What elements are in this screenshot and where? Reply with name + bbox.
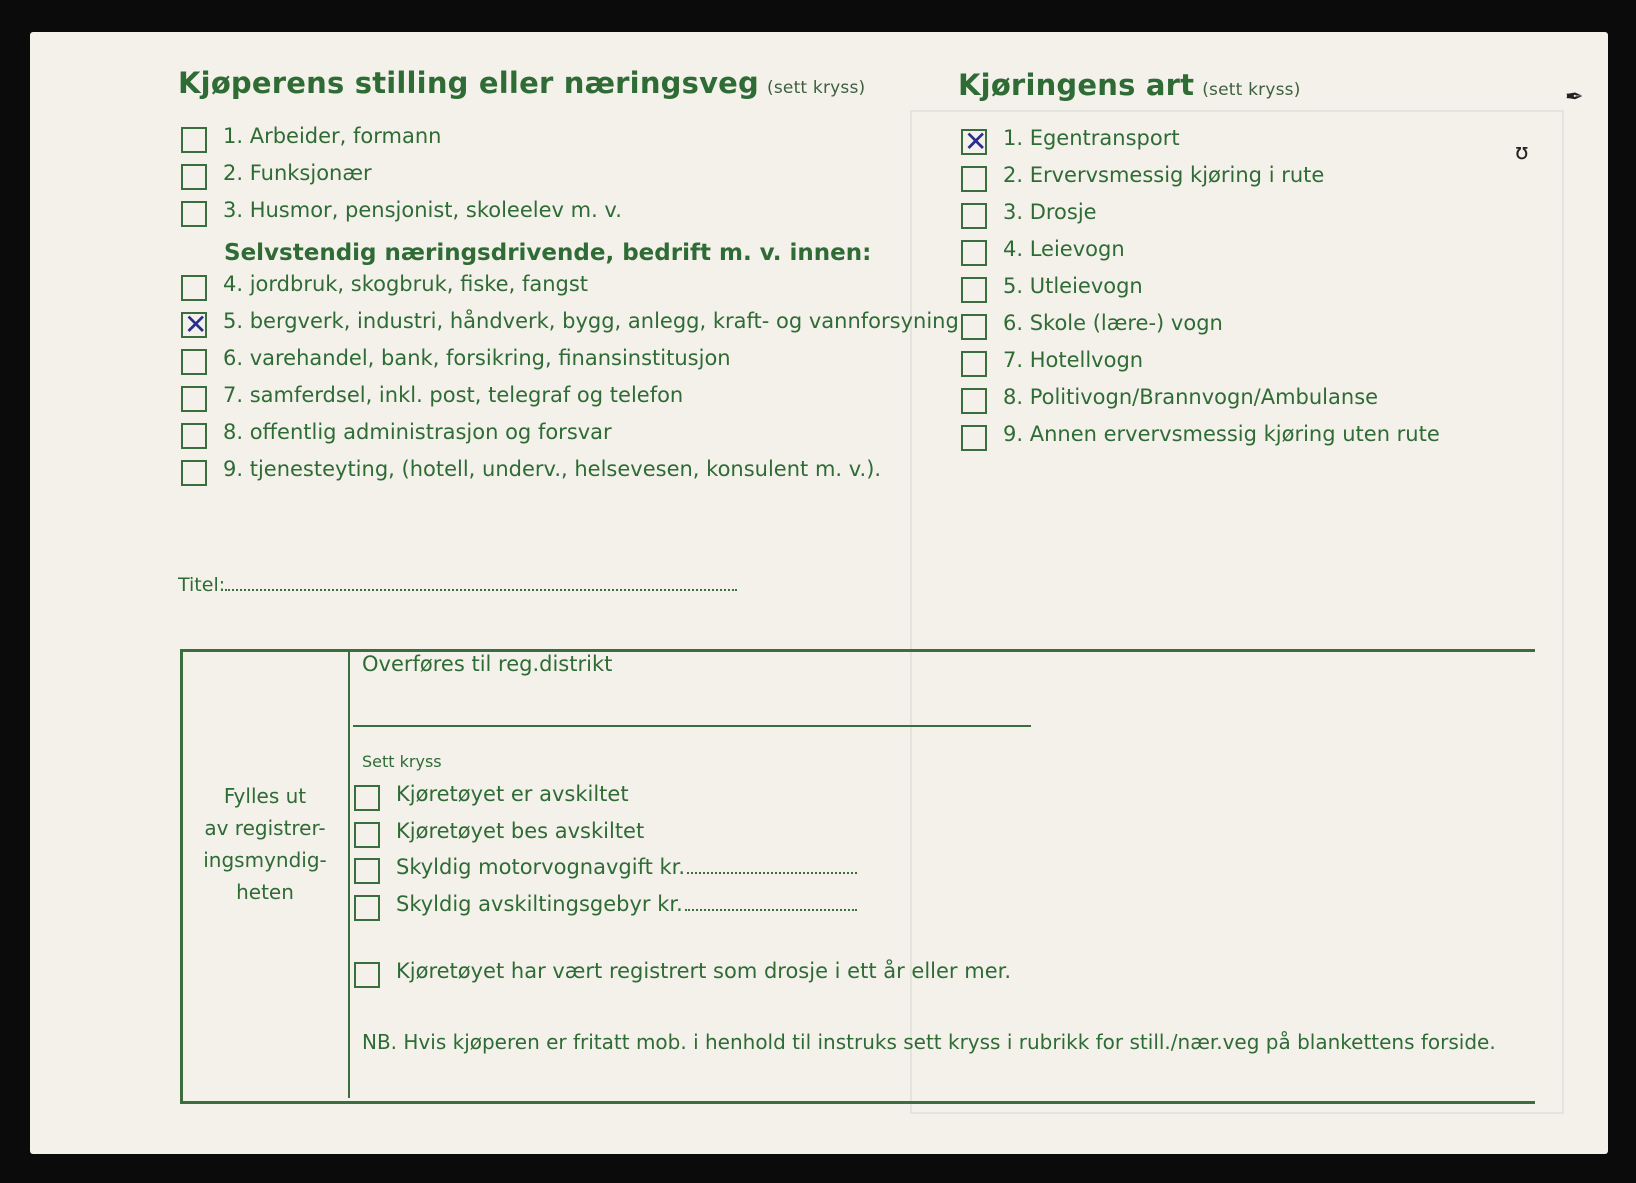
checkbox[interactable]	[961, 277, 987, 303]
nb-note: NB. Hvis kjøperen er fritatt mob. i henhold til instruks sett kryss i rubrikk for still./nær.veg på blankettens forside.	[362, 1030, 1496, 1054]
left-title-hint: (sett kryss)	[767, 78, 866, 98]
checkbox[interactable]	[961, 351, 987, 377]
option-label: Kjøretøyet er avskiltet	[396, 782, 629, 806]
titel-dotted-line[interactable]	[225, 575, 737, 591]
checkbox[interactable]	[354, 822, 380, 848]
option-label: 6. varehandel, bank, forsikring, finansinstitusjon	[223, 346, 731, 370]
option-label: 2. Funksjonær	[223, 161, 372, 185]
checkbox[interactable]	[961, 314, 987, 340]
checkbox[interactable]	[354, 895, 380, 921]
checkbox[interactable]	[181, 349, 207, 375]
transfer-district-line[interactable]	[353, 725, 1031, 727]
side-label-line: Fylles ut	[223, 784, 307, 808]
checkbox[interactable]	[181, 423, 207, 449]
pen-mark-icon: ʊ	[1515, 140, 1529, 165]
option-label: 9. Annen ervervsmessig kjøring uten rute	[1003, 422, 1440, 446]
checkbox-checked[interactable]	[961, 125, 988, 158]
checkbox[interactable]	[354, 785, 380, 811]
option-label: 7. samferdsel, inkl. post, telegraf og telefon	[223, 383, 684, 407]
checkbox[interactable]	[181, 201, 207, 227]
amount-dotted-line[interactable]	[685, 895, 857, 911]
option-label: 3. Drosje	[1003, 200, 1097, 224]
checkbox[interactable]	[181, 127, 207, 153]
checkbox[interactable]	[354, 962, 380, 988]
right-title-hint: (sett kryss)	[1202, 80, 1301, 100]
transfer-label: Overføres til reg.distrikt	[362, 652, 613, 676]
option-label	[396, 892, 857, 916]
option-label: 4. Leievogn	[1003, 237, 1125, 261]
option-label: 6. Skole (lære-) vogn	[1003, 311, 1223, 335]
option-label: Kjøretøyet har vært registrert som drosje i ett år eller mer.	[396, 959, 1011, 983]
checkbox[interactable]	[181, 275, 207, 301]
pen-mark-icon: ✒	[1565, 85, 1584, 110]
checkbox[interactable]	[961, 425, 987, 451]
option-label-text: Skyldig avskiltingsgebyr kr.	[396, 892, 683, 916]
cross-mark-icon: ✕	[184, 308, 208, 341]
registry-side-label	[195, 780, 335, 908]
option-label: 8. Politivogn/Brannvogn/Ambulanse	[1003, 385, 1379, 409]
option-label: Kjøretøyet bes avskiltet	[396, 819, 645, 843]
checkbox-checked[interactable]	[181, 308, 208, 341]
option-label: 3. Husmor, pensjonist, skoleelev m. v.	[223, 198, 622, 222]
checkbox[interactable]	[961, 203, 987, 229]
checkbox[interactable]	[961, 166, 987, 192]
checkbox[interactable]	[961, 388, 987, 414]
amount-dotted-line[interactable]	[687, 858, 857, 874]
side-label-line: av registrer-	[204, 816, 326, 840]
option-label: 8. offentlig administrasjon og forsvar	[223, 420, 612, 444]
checkbox[interactable]	[961, 240, 987, 266]
registry-box-divider	[348, 649, 350, 1098]
titel-field[interactable]	[178, 574, 737, 596]
left-title-text: Kjøperens stilling eller næringsveg	[178, 66, 760, 100]
option-label: 2. Ervervsmessig kjøring i rute	[1003, 163, 1325, 187]
option-label: 5. bergverk, industri, håndverk, bygg, anlegg, kraft- og vannforsyning	[223, 309, 959, 333]
self-employed-subheading: Selvstendig næringsdrivende, bedrift m. v. innen:	[224, 240, 872, 266]
checkbox[interactable]	[181, 460, 207, 486]
sett-kryss-label: Sett kryss	[362, 752, 442, 771]
cross-mark-icon: ✕	[964, 125, 988, 158]
side-label-line: heten	[236, 880, 294, 904]
option-label: 4. jordbruk, skogbruk, fiske, fangst	[223, 272, 589, 296]
option-label: 1. Egentransport	[1003, 126, 1180, 150]
option-label: 9. tjenesteyting, (hotell, underv., helsevesen, konsulent m. v.).	[223, 457, 882, 481]
option-label: 7. Hotellvogn	[1003, 348, 1144, 372]
option-label: 1. Arbeider, formann	[223, 124, 442, 148]
option-label: 5. Utleievogn	[1003, 274, 1143, 298]
checkbox[interactable]	[181, 164, 207, 190]
option-label-text: Skyldig motorvognavgift kr.	[396, 855, 686, 879]
checkbox[interactable]	[181, 386, 207, 412]
right-title-text: Kjøringens art	[958, 68, 1195, 102]
right-section-title	[958, 68, 1301, 102]
side-label-line: ingsmyndig-	[203, 848, 327, 872]
left-section-title	[178, 66, 865, 100]
checkbox[interactable]	[354, 858, 380, 884]
option-label	[396, 855, 857, 879]
titel-label: Titel:	[178, 574, 226, 596]
